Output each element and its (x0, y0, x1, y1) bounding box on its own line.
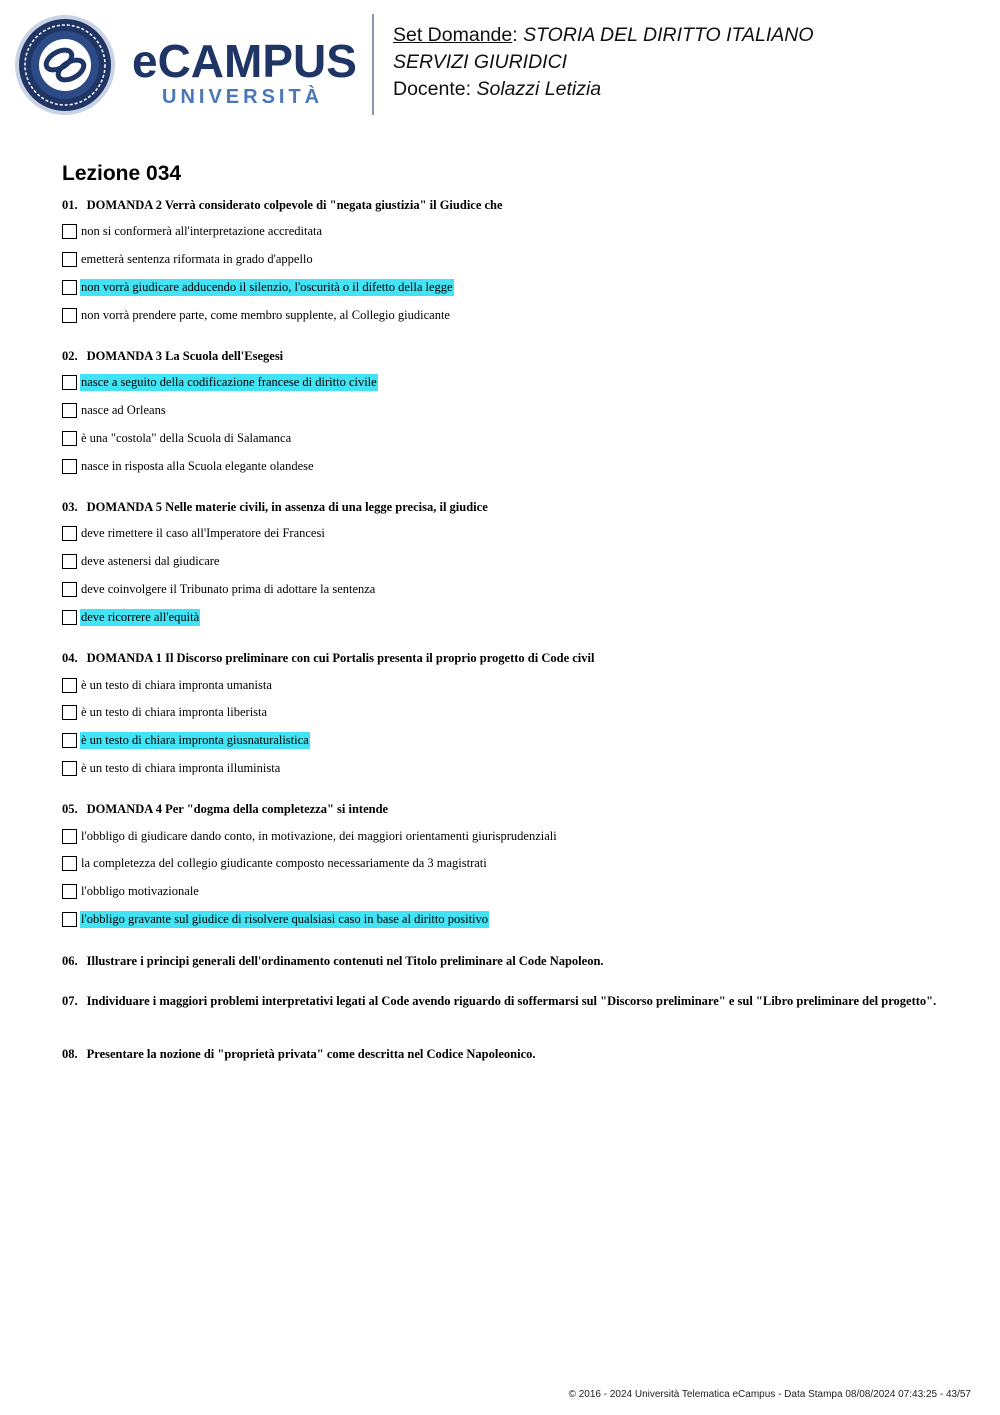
option-item[interactable] (62, 731, 310, 749)
answer-checkbox[interactable] (62, 252, 77, 267)
option-item[interactable] (62, 457, 315, 475)
answer-checkbox[interactable] (62, 526, 77, 541)
answer-checkbox[interactable] (62, 884, 77, 899)
lesson-title: Lezione 034 (62, 162, 182, 185)
option-item[interactable] (62, 401, 167, 419)
option-item[interactable] (62, 552, 220, 570)
set-label: Set Domande (393, 24, 513, 46)
option-text: non vorrà prendere parte, come membro supplente, al Collegio giudicante (81, 307, 450, 322)
option-item[interactable] (62, 306, 451, 324)
answer-checkbox[interactable] (62, 431, 77, 446)
logo-wordmark-text: eCAMPUS (132, 35, 357, 87)
question-number: 07. (62, 994, 78, 1008)
option-item[interactable] (62, 854, 488, 872)
question-text: Individuare i maggiori problemi interpretativi legati al Code avendo riguardo di soffermarsi sul "Discorso preliminare" e sul "Libro preliminare del progetto". (86, 994, 937, 1008)
answer-checkbox[interactable] (62, 582, 77, 597)
answer-checkbox[interactable] (62, 375, 77, 390)
option-text: deve astenersi dal giudicare (81, 553, 220, 568)
teacher-label: Docente: (393, 78, 472, 100)
option-item[interactable] (62, 827, 558, 845)
option-text: non si conformerà all'interpretazione accreditata (81, 223, 323, 238)
question-number: 04. (62, 651, 78, 665)
option-text-highlighted: nasce a seguito della codificazione francese di diritto civile (81, 374, 377, 389)
answer-checkbox[interactable] (62, 761, 77, 776)
question-number: 05. (62, 802, 78, 816)
question-number: 06. (62, 954, 78, 968)
set-separator: : (512, 24, 518, 46)
answer-checkbox[interactable] (62, 610, 77, 625)
ecampus-wordmark (132, 35, 357, 109)
logo-subtitle-text: UNIVERSITÀ (162, 86, 324, 108)
question-05 (62, 802, 942, 816)
teacher-line (393, 76, 814, 103)
answer-checkbox[interactable] (62, 705, 77, 720)
option-text-highlighted: è un testo di chiara impronta giusnaturalistica (81, 732, 309, 747)
option-text: la completezza del collegio giudicante composto necessariamente da 3 magistrati (81, 855, 487, 870)
answer-checkbox[interactable] (62, 308, 77, 323)
answer-checkbox[interactable] (62, 829, 77, 844)
question-06 (62, 954, 942, 968)
option-item[interactable] (62, 910, 489, 928)
option-item[interactable] (62, 759, 281, 777)
header-divider (372, 14, 374, 115)
option-item[interactable] (62, 373, 378, 391)
option-item[interactable] (62, 429, 292, 447)
option-item[interactable] (62, 222, 323, 240)
answer-checkbox[interactable] (62, 912, 77, 927)
option-item[interactable] (62, 250, 314, 268)
question-text: Presentare la nozione di "proprietà privata" come descritta nel Codice Napoleonico. (86, 1047, 536, 1061)
option-text: l'obbligo di giudicare dando conto, in motivazione, dei maggiori orientamenti giurisprudenziali (81, 828, 557, 843)
question-text: DOMANDA 4 Per "dogma della completezza" si intende (86, 802, 389, 816)
question-text: Illustrare i principi generali dell'ordinamento contenuti nel Titolo preliminare al Code Napoleon. (86, 954, 604, 968)
set-title-line2: SERVIZI GIURIDICI (393, 51, 568, 73)
option-item[interactable] (62, 703, 268, 721)
answer-checkbox[interactable] (62, 280, 77, 295)
question-text: DOMANDA 3 La Scuola dell'Esegesi (86, 349, 284, 363)
question-text: DOMANDA 5 Nelle materie civili, in assenza di una legge precisa, il giudice (86, 500, 488, 514)
question-text: DOMANDA 2 Verrà considerato colpevole di "negata giustizia" il Giudice che (86, 198, 503, 212)
ecampus-seal-logo-icon (14, 14, 116, 116)
option-item[interactable] (62, 882, 200, 900)
option-text: nasce in risposta alla Scuola elegante olandese (81, 458, 314, 473)
set-title-line1: STORIA DEL DIRITTO ITALIANO (523, 24, 814, 46)
option-item[interactable] (62, 676, 273, 694)
question-01 (62, 198, 942, 212)
option-text-highlighted: non vorrà giudicare adducendo il silenzio, l'oscurità o il difetto della legge (81, 279, 453, 294)
answer-checkbox[interactable] (62, 224, 77, 239)
answer-checkbox[interactable] (62, 678, 77, 693)
page-footer: © 2016 - 2024 Università Telematica eCampus - Data Stampa 08/08/2024 07:43:25 - 43/57 (568, 1389, 971, 1400)
option-item[interactable] (62, 278, 454, 296)
option-text: deve coinvolgere il Tribunato prima di adottare la sentenza (81, 581, 376, 596)
header-info (393, 22, 814, 103)
question-number: 01. (62, 198, 78, 212)
option-text: deve rimettere il caso all'Imperatore dei Francesi (81, 525, 325, 540)
question-07 (62, 994, 942, 1008)
option-text: è una "costola" della Scuola di Salamanca (81, 430, 292, 445)
answer-checkbox[interactable] (62, 733, 77, 748)
teacher-name: Solazzi Letizia (476, 78, 602, 100)
option-text-highlighted: deve ricorrere all'equità (81, 609, 200, 624)
answer-checkbox[interactable] (62, 459, 77, 474)
option-item[interactable] (62, 524, 326, 542)
answer-checkbox[interactable] (62, 554, 77, 569)
option-item[interactable] (62, 580, 376, 598)
question-02 (62, 349, 942, 363)
option-text: è un testo di chiara impronta umanista (81, 677, 272, 692)
option-text: emetterà sentenza riformata in grado d'appello (81, 251, 313, 266)
option-text: è un testo di chiara impronta illuminista (81, 760, 281, 775)
question-08 (62, 1047, 942, 1061)
question-04 (62, 651, 942, 665)
option-text-highlighted: l'obbligo gravante sul giudice di risolvere qualsiasi caso in base al diritto positivo (81, 911, 489, 926)
option-item[interactable] (62, 608, 200, 626)
option-text: nasce ad Orleans (81, 402, 166, 417)
option-text: è un testo di chiara impronta liberista (81, 704, 268, 719)
question-03 (62, 500, 942, 514)
question-number: 03. (62, 500, 78, 514)
question-number: 02. (62, 349, 78, 363)
question-number: 08. (62, 1047, 78, 1061)
answer-checkbox[interactable] (62, 403, 77, 418)
question-text: DOMANDA 1 Il Discorso preliminare con cui Portalis presenta il proprio progetto di Code civil (86, 651, 595, 665)
option-text: l'obbligo motivazionale (81, 883, 199, 898)
page-header (0, 0, 1000, 130)
set-line (393, 22, 814, 49)
answer-checkbox[interactable] (62, 856, 77, 871)
